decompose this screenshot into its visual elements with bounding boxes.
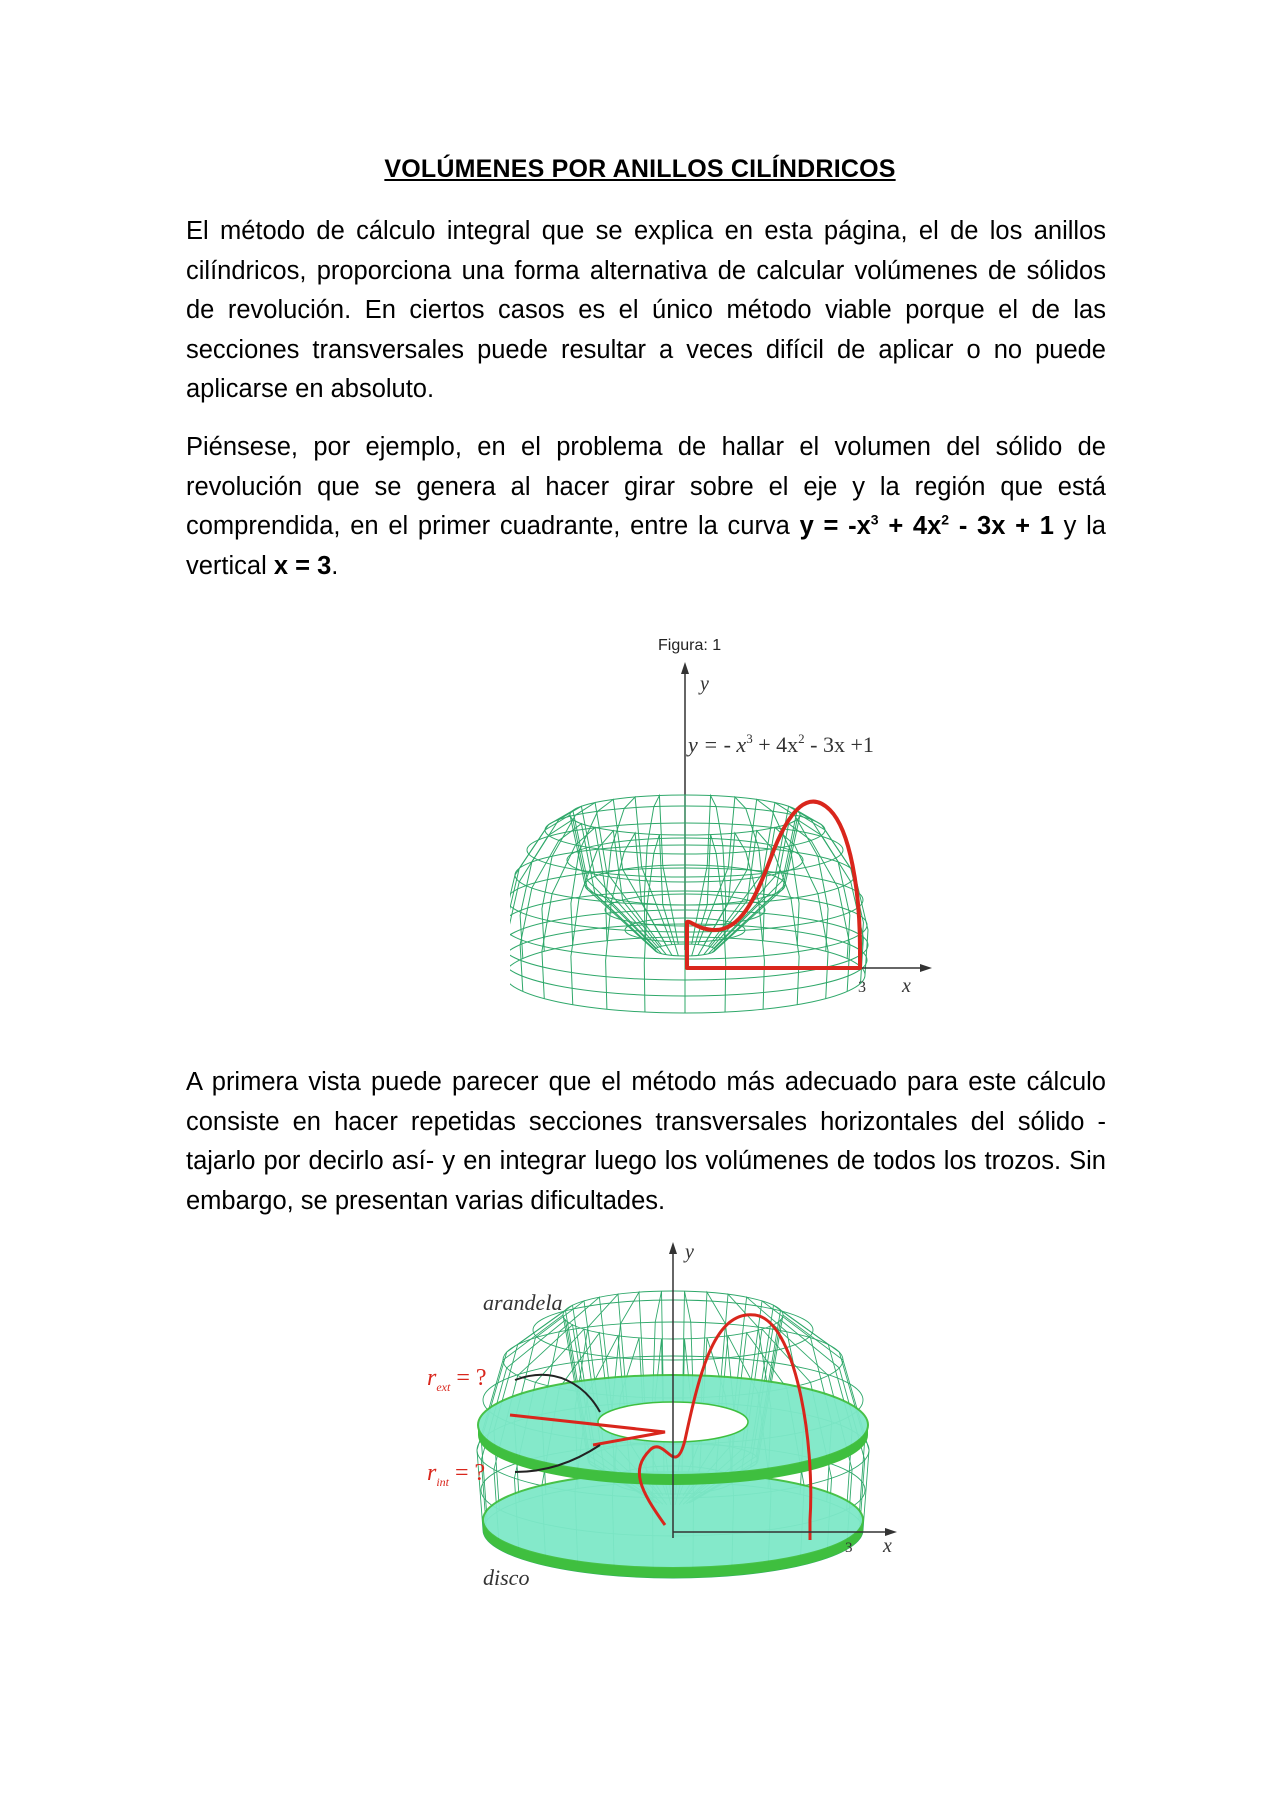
label-r-ext: $r_{ext}$ = ? [427,1365,487,1394]
paragraph-first-view: A primera vista puede parecer que el método más adecuado para este cálculo consiste en hacer repetidas secciones transversales horizontales del sólido - tajarlo por decirlo así- y en integrar luego los volúmenes de todos los trozos. Sin embargo, se presentan varias dificultades. [186,1068,1106,1215]
curve-equation: $y = -x^3 + 4x^2 - 3x + 1$ [799,511,1054,540]
paragraph-intro: El método de cálculo integral que se explica en esta página, el de los anillos cilíndricos, proporciona una forma alternativa de calcular volúmenes de sólidos de revolución. En ciertos casos es el único método viable porque el de las secciones transversales puede resultar a veces difícil de aplicar o no puede aplicarse en absoluto. [186,217,1106,403]
x-axis-arrow [920,964,932,972]
y-axis-arrow [681,662,689,674]
paragraph-example-text-before: Piénsese, por ejemplo, en el problema de hallar el volumen del sólido de revolución que se genera al hacer girar sobre el eje y la región que está comprendida, en el primer cuadrante, entre la curva [186,433,1106,540]
figure-1-caption: Figura: 1 [658,637,722,654]
x-axis-label: x [902,975,911,997]
figure-1-drawing [510,630,950,1030]
label-disk: disco [483,1565,530,1590]
page-title: VOLÚMENES POR ANILLOS CILÍNDRICOS [384,155,896,183]
paragraph-example-text-mid: y la vertical [186,512,1106,580]
vertical-equation: x = 3 [273,551,332,580]
paragraph-example: Piénsese, por ejemplo, en el problema de hallar el volumen del sólido de revolución que se genera al hacer girar sobre el eje y la región que está comprendida, en el primer cuadrante, entre la curva $y = -x^3 + 4x^2 - 3x + 1$ y la vertical x = 3. [186,433,1106,580]
y-axis-label: y [685,1241,694,1263]
figure-2-washer-disk [415,1240,935,1600]
mesh-meridian [644,834,678,1012]
figure-1-solid-of-revolution [510,630,950,1030]
x-tick-3: 3 [858,979,866,996]
figure-1-equation: y = - $x^3 + 4x^2 - 3x +1$ [688,731,874,757]
y-axis-label: y [700,673,709,695]
figure-2-drawing [415,1240,935,1600]
x-axis-label: x [883,1535,892,1557]
y-axis-arrow [669,1242,677,1254]
x-tick-3: 3 [845,1540,853,1556]
mesh-meridian [692,834,726,1012]
label-washer: arandela [483,1290,563,1315]
figure-1-wireframe-solid [510,795,868,1013]
label-r-int: $r_{int}$ = ? [427,1460,486,1489]
